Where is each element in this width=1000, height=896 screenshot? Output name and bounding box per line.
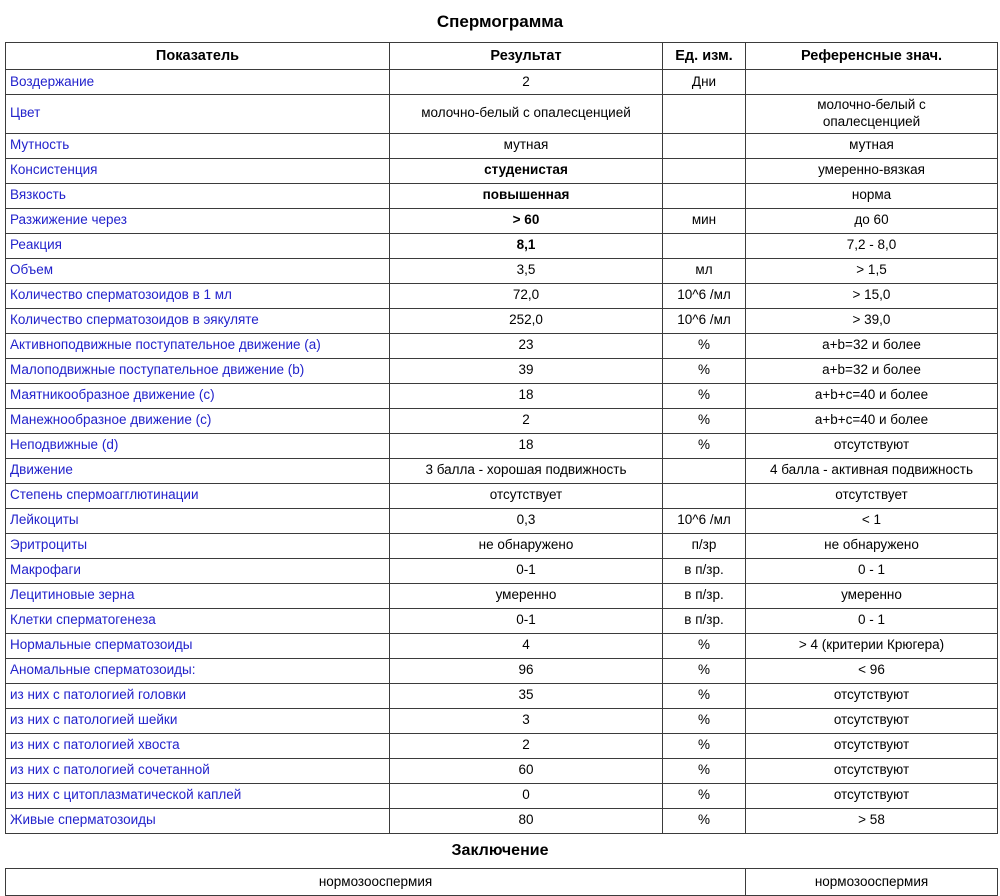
result-cell: 0-1	[390, 608, 663, 633]
table-row	[6, 70, 998, 95]
conclusion-reference: нормозооспермия	[746, 868, 998, 895]
unit-cell: %	[663, 633, 746, 658]
parameter-cell: Эритроциты	[6, 533, 390, 558]
table-row	[6, 533, 998, 558]
unit-cell	[663, 183, 746, 208]
parameter-cell: Консистенция	[6, 158, 390, 183]
reference-cell: отсутствуют	[746, 783, 998, 808]
unit-cell: в п/зр.	[663, 583, 746, 608]
table-row	[6, 558, 998, 583]
result-cell: 252,0	[390, 308, 663, 333]
parameter-cell: Маятникообразное движение (c)	[6, 383, 390, 408]
parameter-cell: Клетки сперматогенеза	[6, 608, 390, 633]
parameter-cell: из них с патологией головки	[6, 683, 390, 708]
unit-cell: 10^6 /мл	[663, 308, 746, 333]
parameter-cell: Манежнообразное движение (c)	[6, 408, 390, 433]
table-row	[6, 95, 998, 134]
reference-cell: a+b+c=40 и более	[746, 408, 998, 433]
parameter-cell: Макрофаги	[6, 558, 390, 583]
table-row	[6, 508, 998, 533]
result-cell: 18	[390, 383, 663, 408]
unit-cell: мин	[663, 208, 746, 233]
unit-cell: %	[663, 433, 746, 458]
unit-cell: мл	[663, 258, 746, 283]
conclusion-row	[6, 868, 998, 895]
header-result: Результат	[390, 43, 663, 70]
reference-cell: умеренно-вязкая	[746, 158, 998, 183]
unit-cell: 10^6 /мл	[663, 508, 746, 533]
parameter-cell: Разжижение через	[6, 208, 390, 233]
result-cell: 23	[390, 333, 663, 358]
unit-cell	[663, 95, 746, 134]
parameter-cell: Количество сперматозоидов в эякуляте	[6, 308, 390, 333]
reference-cell: 4 балла - активная подвижность	[746, 458, 998, 483]
parameter-cell: Лецитиновые зерна	[6, 583, 390, 608]
reference-cell: < 1	[746, 508, 998, 533]
reference-cell	[746, 70, 998, 95]
result-cell: отсутствует	[390, 483, 663, 508]
reference-text: молочно-белый с опалесценцией	[817, 97, 926, 129]
result-cell: 60	[390, 758, 663, 783]
unit-cell: %	[663, 708, 746, 733]
unit-cell: в п/зр.	[663, 558, 746, 583]
result-cell: 0-1	[390, 558, 663, 583]
table-row	[6, 783, 998, 808]
reference-cell: > 4 (критерии Крюгера)	[746, 633, 998, 658]
table-header	[6, 43, 998, 70]
result-cell: 2	[390, 70, 663, 95]
unit-cell: 10^6 /мл	[663, 283, 746, 308]
unit-cell: %	[663, 683, 746, 708]
unit-cell: п/зр	[663, 533, 746, 558]
reference-cell: < 96	[746, 658, 998, 683]
table-row	[6, 583, 998, 608]
header-units: Ед. изм.	[663, 43, 746, 70]
unit-cell: в п/зр.	[663, 608, 746, 633]
result-cell: 0,3	[390, 508, 663, 533]
reference-cell: 0 - 1	[746, 558, 998, 583]
unit-cell: %	[663, 783, 746, 808]
reference-cell: мутная	[746, 133, 998, 158]
result-cell: > 60	[390, 208, 663, 233]
table-row	[6, 608, 998, 633]
parameter-cell: Воздержание	[6, 70, 390, 95]
reference-cell: отсутствуют	[746, 708, 998, 733]
conclusion-result: нормозооспермия	[6, 868, 746, 895]
table-row	[6, 333, 998, 358]
reference-cell: отсутствуют	[746, 683, 998, 708]
table-row	[6, 158, 998, 183]
result-cell: 0	[390, 783, 663, 808]
table-row	[6, 633, 998, 658]
unit-cell: %	[663, 358, 746, 383]
unit-cell	[663, 483, 746, 508]
result-cell: 35	[390, 683, 663, 708]
reference-cell: 7,2 - 8,0	[746, 233, 998, 258]
table-row	[6, 183, 998, 208]
reference-cell: не обнаружено	[746, 533, 998, 558]
reference-cell: a+b=32 и более	[746, 358, 998, 383]
table-row	[6, 658, 998, 683]
result-cell: 96	[390, 658, 663, 683]
table-row	[6, 683, 998, 708]
reference-cell: > 15,0	[746, 283, 998, 308]
conclusion-table	[5, 868, 998, 896]
parameter-cell: Степень спермоагглютинации	[6, 483, 390, 508]
unit-cell: %	[663, 733, 746, 758]
unit-cell	[663, 133, 746, 158]
result-cell: 2	[390, 408, 663, 433]
unit-cell: %	[663, 758, 746, 783]
result-cell: молочно-белый с опалесценцией	[390, 95, 663, 134]
table-row	[6, 408, 998, 433]
parameter-cell: из них с патологией сочетанной	[6, 758, 390, 783]
reference-cell: отсутствуют	[746, 758, 998, 783]
result-cell: 72,0	[390, 283, 663, 308]
parameter-cell: Малоподвижные поступательное движение (b)	[6, 358, 390, 383]
parameter-cell: Мутность	[6, 133, 390, 158]
unit-cell: %	[663, 383, 746, 408]
unit-cell: %	[663, 408, 746, 433]
result-cell: умеренно	[390, 583, 663, 608]
reference-cell: отсутствует	[746, 483, 998, 508]
table-body	[6, 70, 998, 834]
header-parameter: Показатель	[6, 43, 390, 70]
table-row	[6, 808, 998, 833]
result-cell: 3	[390, 708, 663, 733]
reference-cell: норма	[746, 183, 998, 208]
result-cell: 4	[390, 633, 663, 658]
reference-cell: отсутствуют	[746, 733, 998, 758]
parameter-cell: из них с патологией шейки	[6, 708, 390, 733]
result-cell: 8,1	[390, 233, 663, 258]
conclusion-title: Заключение	[451, 841, 549, 859]
reference-cell: до 60	[746, 208, 998, 233]
parameter-cell: из них с патологией хвоста	[6, 733, 390, 758]
table-row	[6, 758, 998, 783]
table-row	[6, 733, 998, 758]
table-row	[6, 483, 998, 508]
table-row	[6, 708, 998, 733]
table-row	[6, 358, 998, 383]
table-row	[6, 458, 998, 483]
parameter-cell: Нормальные сперматозоиды	[6, 633, 390, 658]
reference-cell: a+b=32 и более	[746, 333, 998, 358]
reference-cell: 0 - 1	[746, 608, 998, 633]
unit-cell: %	[663, 333, 746, 358]
table-row	[6, 133, 998, 158]
table-row	[6, 233, 998, 258]
page-title: Спермограмма	[436, 12, 564, 31]
result-cell: 80	[390, 808, 663, 833]
result-cell: 2	[390, 733, 663, 758]
unit-cell: Дни	[663, 70, 746, 95]
result-cell: мутная	[390, 133, 663, 158]
result-cell: студенистая	[390, 158, 663, 183]
result-cell: не обнаружено	[390, 533, 663, 558]
table-row	[6, 258, 998, 283]
reference-cell: > 58	[746, 808, 998, 833]
parameter-cell: Цвет	[6, 95, 390, 134]
table-row	[6, 308, 998, 333]
result-cell: 39	[390, 358, 663, 383]
table-row	[6, 433, 998, 458]
spermogram-table	[5, 42, 998, 834]
parameter-cell: Объем	[6, 258, 390, 283]
unit-cell	[663, 233, 746, 258]
parameter-cell: Реакция	[6, 233, 390, 258]
reference-cell	[746, 95, 998, 134]
parameter-cell: Неподвижные (d)	[6, 433, 390, 458]
parameter-cell: Живые сперматозоиды	[6, 808, 390, 833]
parameter-cell: Лейкоциты	[6, 508, 390, 533]
table-row	[6, 208, 998, 233]
unit-cell	[663, 158, 746, 183]
unit-cell	[663, 458, 746, 483]
parameter-cell: Движение	[6, 458, 390, 483]
parameter-cell: Аномальные сперматозоиды:	[6, 658, 390, 683]
parameter-cell: Количество сперматозоидов в 1 мл	[6, 283, 390, 308]
reference-cell: a+b+c=40 и более	[746, 383, 998, 408]
result-cell: 3,5	[390, 258, 663, 283]
parameter-cell: Вязкость	[6, 183, 390, 208]
reference-cell: отсутствуют	[746, 433, 998, 458]
parameter-cell: из них с цитоплазматической каплей	[6, 783, 390, 808]
header-row	[6, 43, 998, 70]
result-cell: 3 балла - хорошая подвижность	[390, 458, 663, 483]
unit-cell: %	[663, 808, 746, 833]
result-cell: 18	[390, 433, 663, 458]
reference-cell: > 1,5	[746, 258, 998, 283]
parameter-cell: Активноподвижные поступательное движение (a)	[6, 333, 390, 358]
result-cell: повышенная	[390, 183, 663, 208]
header-reference: Референсные знач.	[746, 43, 998, 70]
table-row	[6, 283, 998, 308]
table-row	[6, 383, 998, 408]
unit-cell: %	[663, 658, 746, 683]
reference-cell: > 39,0	[746, 308, 998, 333]
reference-cell: умеренно	[746, 583, 998, 608]
